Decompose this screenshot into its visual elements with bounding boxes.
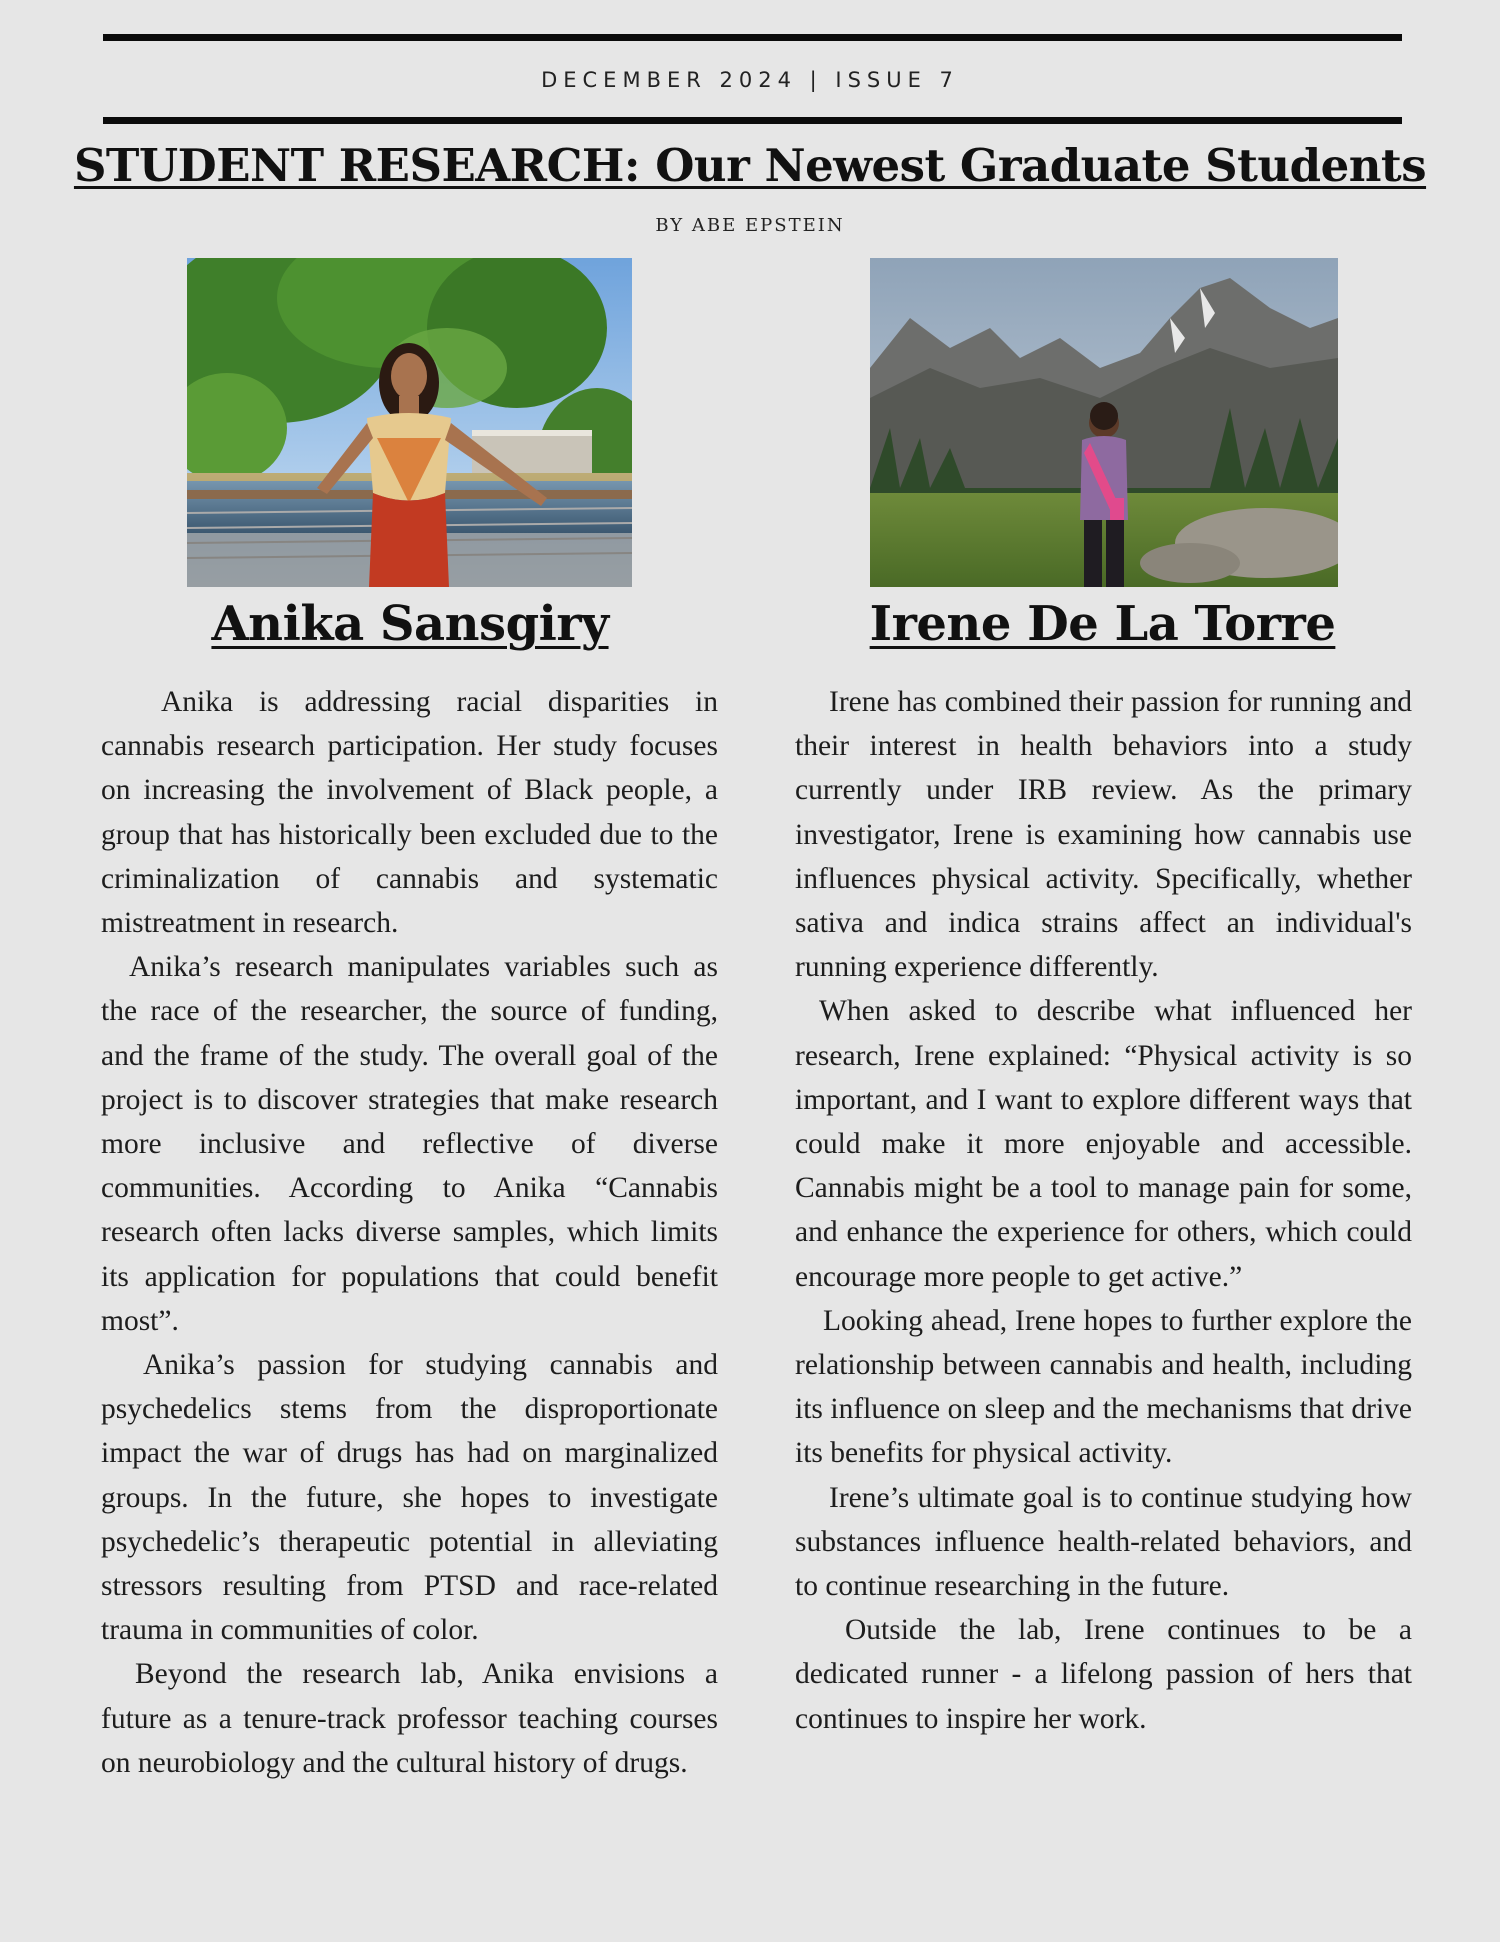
irene-bio-column	[795, 680, 1412, 1741]
bottom-rule	[103, 117, 1402, 124]
anika-bio-column	[101, 680, 718, 1785]
top-rule	[103, 34, 1402, 41]
irene-paragraph-5: Outside the lab, Irene continues to be a dedicated runner - a lifelong passion of hers that continues to inspire her work.	[795, 1614, 1412, 1735]
irene-paragraph-3: Looking ahead, Irene hopes to further explore the relationship between cannabis and health, including its influence on sleep and the mechanisms that drive its benefits for physical activity.	[795, 1304, 1412, 1470]
irene-paragraph-4: Irene’s ultimate goal is to continue studying how substances influence health-related behaviors, and to continue researching in the future.	[795, 1481, 1412, 1603]
student-name-irene: Irene De La Torre	[869, 596, 1336, 652]
article-headline: STUDENT RESEARCH: Our Newest Graduate Students	[73, 139, 1427, 192]
issue-line: DECEMBER 2024 | ISSUE 7	[541, 68, 959, 92]
anika-paragraph-2: Anika’s research manipulates variables such as the race of the researcher, the source of funding, and the frame of the study. The overall goal of the project is to discover strategies that make research more inclusive and reflective of diverse communities. According to Anika “Cannabis research often lacks diverse samples, which limits its application for populations that could benefit most”.	[101, 951, 718, 1337]
irene-paragraph-2: When asked to describe what influenced her research, Irene explained: “Physical activity is so important, and I want to explore different ways that could make it more enjoyable and accessible. Cannabis might be a tool to manage pain for some, and enhance the experience for others, which could encourage more people to get active.”	[795, 995, 1412, 1293]
anika-paragraph-1: Anika is addressing racial disparities in cannabis research participation. Her study focuses on increasing the involvement of Black people, a group that has historically been excluded due to the criminalization of cannabis and systematic mistreatment in research.	[101, 686, 718, 940]
anika-paragraph-3: Anika’s passion for studying cannabis and psychedelics stems from the disproportionate impact the war of drugs has had on marginalized groups. In the future, she hopes to investigate psychedelic’s therapeutic potential in alleviating stressors resulting from PTSD and race-related trauma in communities of color.	[101, 1349, 718, 1647]
irene-paragraph-1: Irene has combined their passion for running and their interest in health behaviors into a study currently under IRB review. As the primary investigator, Irene is examining how cannabis use influences physical activity. Specifically, whether sativa and indica strains affect an individual's running experience differently.	[795, 686, 1412, 984]
student-photo-irene	[870, 258, 1338, 587]
student-photo-anika	[187, 258, 632, 587]
student-name-anika: Anika Sansgiry	[211, 596, 609, 652]
article-byline: BY ABE EPSTEIN	[655, 215, 845, 236]
anika-paragraph-4: Beyond the research lab, Anika envisions a future as a tenure-track professor teaching courses on neurobiology and the cultural history of drugs.	[101, 1658, 718, 1779]
